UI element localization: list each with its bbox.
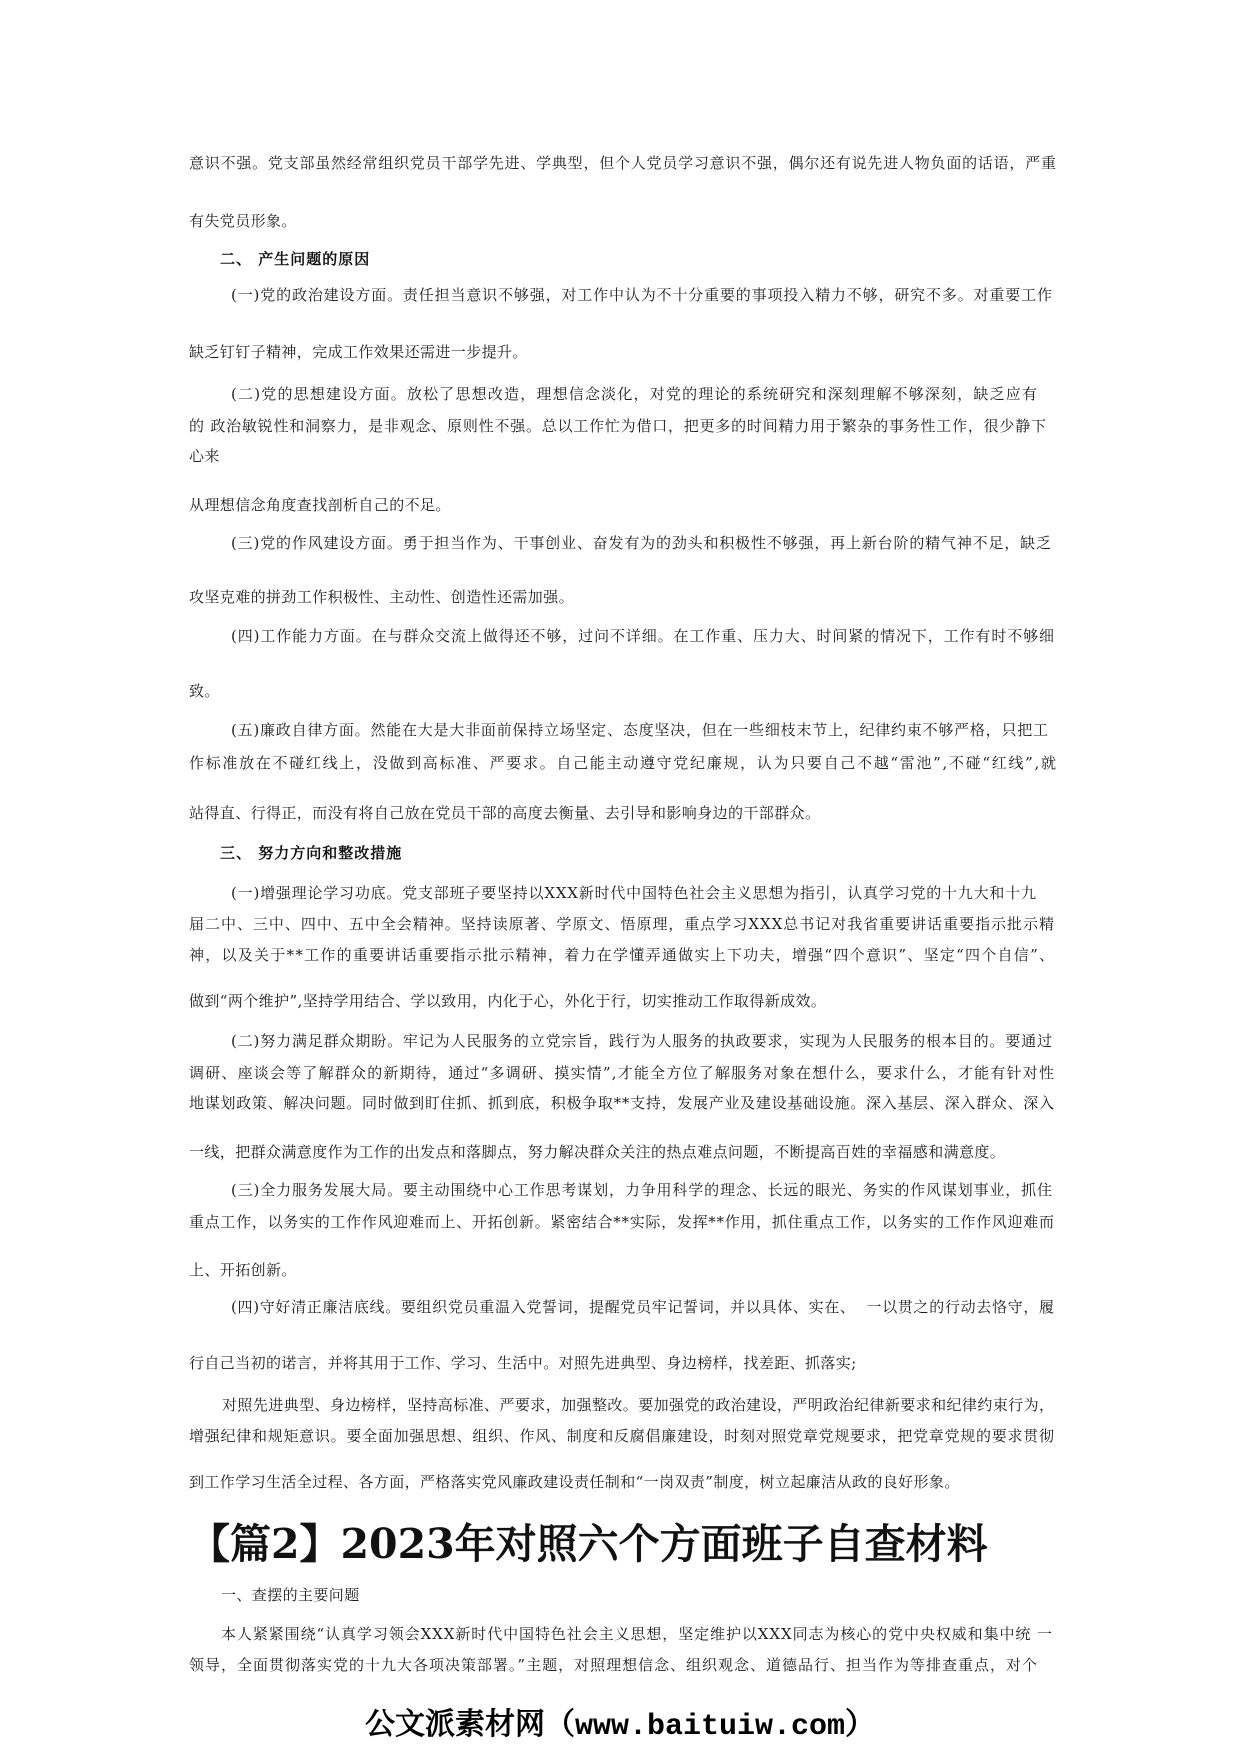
paragraph-line: (三)党的作风建设方面。勇于担当作为、干事创业、奋发有为的劲头和积极性不够强，再上新台阶的精气神不足，缺乏 (231, 534, 1052, 552)
paragraph-line: 致。 (189, 682, 220, 700)
paragraph-line: (二)努力满足群众期盼。牢记为人民服务的立党宗旨，践行为人服务的执政要求，实现为人民服务的根本目的。要通过 (231, 1032, 1053, 1050)
paragraph-line: 届二中、三中、四中、五中全会精神。坚持读原著、学原文、悟原理，重点学习XXX总书记对我省重要讲话重要指示批示精 (189, 915, 1055, 933)
paragraph-line: 上、开拓创新。 (189, 1261, 297, 1279)
paragraph-line: 作标准放在不碰红线上，没做到高标准、严要求。自己能主动遵守党纪廉规，认为只要自己不越“雷池”,不碰“红线”,就 (189, 754, 1058, 772)
paragraph-line: 一线，把群众满意度作为工作的出发点和落脚点，努力解决群众关注的热点难点问题，不断提高百姓的幸福感和满意度。 (189, 1143, 1006, 1161)
paragraph-line: 攻坚克难的拼劲工作积极性、主动性、创造性还需加强。 (189, 588, 575, 606)
paragraph-line: 领导，全面贯彻落实党的十九大各项决策部署。”主题，对照理想信念、组织观念、道德品行、担当作为等排查重点，对个 (189, 1656, 1038, 1674)
paragraph-line: 行自己当初的诺言，并将其用于工作、学习、生活中。对照先进典型、身边榜样，找差距、抓落实; (189, 1354, 857, 1372)
section-heading: 三、 努力方向和整改措施 (220, 844, 403, 862)
article-title: 【篇2】2023年对照六个方面班子自查材料 (189, 1520, 988, 1568)
paragraph-line: 增强纪律和规矩意识。要全面加强思想、组织、作风、制度和反腐倡廉建设，时刻对照党章党规要求，把党章党规的要求贯彻 (189, 1427, 1055, 1445)
paragraph-line: (五)廉政自律方面。然能在大是大非面前保持立场坚定、态度坚决，但在一些细枝末节上，纪律约束不够严格，只把工 (231, 721, 1049, 739)
section-heading: 二、 产生问题的原因 (220, 250, 371, 268)
subsection-heading: 一、查摆的主要问题 (221, 1586, 360, 1604)
paragraph-line: (二)党的思想建设方面。放松了思想改造，理想信念淡化，对党的理论的系统研究和深刻理解不够深刻，缺乏应有 (231, 385, 1039, 403)
paragraph-line: 本人紧紧围绕“认真学习领会XXX新时代中国特色社会主义思想，坚定维护以XXX同志为核心的党中央权威和集中统 一 (221, 1625, 1053, 1643)
paragraph-line: 站得直、行得正，而没有将自己放在党员干部的高度去衡量、去引导和影响身边的干部群众。 (189, 804, 821, 822)
paragraph-line: 意识不强。党支部虽然经常组织党员干部学先进、学典型，但个人党员学习意识不强，偶尔还有说先进人物负面的话语，严重 (189, 154, 1057, 172)
paragraph-line: 的 政治敏锐性和洞察力，是非观念、原则性不强。总以工作忙为借口，把更多的时间精力用于繁杂的事务性工作，很少静下 (189, 417, 1047, 435)
paragraph-line: 调研、座谈会等了解群众的新期待，通过“多调研、摸实情”,才能全方位了解服务对象在想什么，要求什么，才能有针对性 (189, 1064, 1056, 1082)
paragraph-line: 到工作学习生活全过程、各方面，严格落实党风廉政建设责任制和“一岗双责”制度，树立起廉洁从政的良好形象。 (189, 1473, 960, 1491)
paragraph-line: 有失党员形象。 (189, 212, 297, 230)
paragraph-line: (三)全力服务发展大局。要主动围绕中心工作思考谋划，力争用科学的理念、长远的眼光、务实的作风谋划事业，抓住 (231, 1181, 1053, 1199)
paragraph-line: 从理想信念角度查找剖析自己的不足。 (189, 496, 451, 514)
paragraph-line: 缺乏钉钉子精神，完成工作效果还需进一步提升。 (189, 343, 528, 361)
paragraph-line: (一)党的政治建设方面。责任担当意识不够强，对工作中认为不十分重要的事项投入精力不够，研究不多。对重要工作 (231, 286, 1053, 304)
paragraph-line: 心来 (189, 447, 220, 465)
site-watermark: 公文派素材网（www.baituiw.com） (364, 1710, 876, 1744)
paragraph-line: 地谋划政策、解决问题。同时做到盯住抓、抓到底，积极争取**支持，发展产业及建设基础设施。深入基层、深入群众、深入 (189, 1094, 1055, 1112)
paragraph-line: (四)工作能力方面。在与群众交流上做得还不够，过问不详细。在工作重、压力大、时间紧的情况下，工作有时不够细 (231, 627, 1055, 645)
paragraph-line: (一)增强理论学习功底。党支部班子要坚持以XXX新时代中国特色社会主义思想为指引，认真学习党的十九大和十九 (231, 884, 1037, 902)
paragraph-line: (四)守好清正廉洁底线。要组织党员重温入党誓词，提醒党员牢记誓词，并以具体、实在、 一以贯之的行动去恪守，履 (231, 1298, 1055, 1316)
paragraph-line: 神，以及关于**工作的重要讲话重要指示批示精神，着力在学懂弄通做实上下功夫，增强“四个意识”、坚定“四个自信”、 (189, 946, 1056, 964)
paragraph-line: 做到“两个维护”,坚持学用结合、学以致用，内化于心，外化于行，切实推动工作取得新成效。 (189, 992, 827, 1010)
paragraph-line: 对照先进典型、身边榜样，坚持高标准、严要求，加强整改。要加强党的政治建设，严明政治纪律新要求和纪律约束行为， (222, 1396, 1055, 1414)
paragraph-line: 重点工作，以务实的工作作风迎难而上、开拓创新。紧密结合**实际，发挥**作用，抓住重点工作，以务实的工作作风迎难而 (189, 1213, 1055, 1231)
